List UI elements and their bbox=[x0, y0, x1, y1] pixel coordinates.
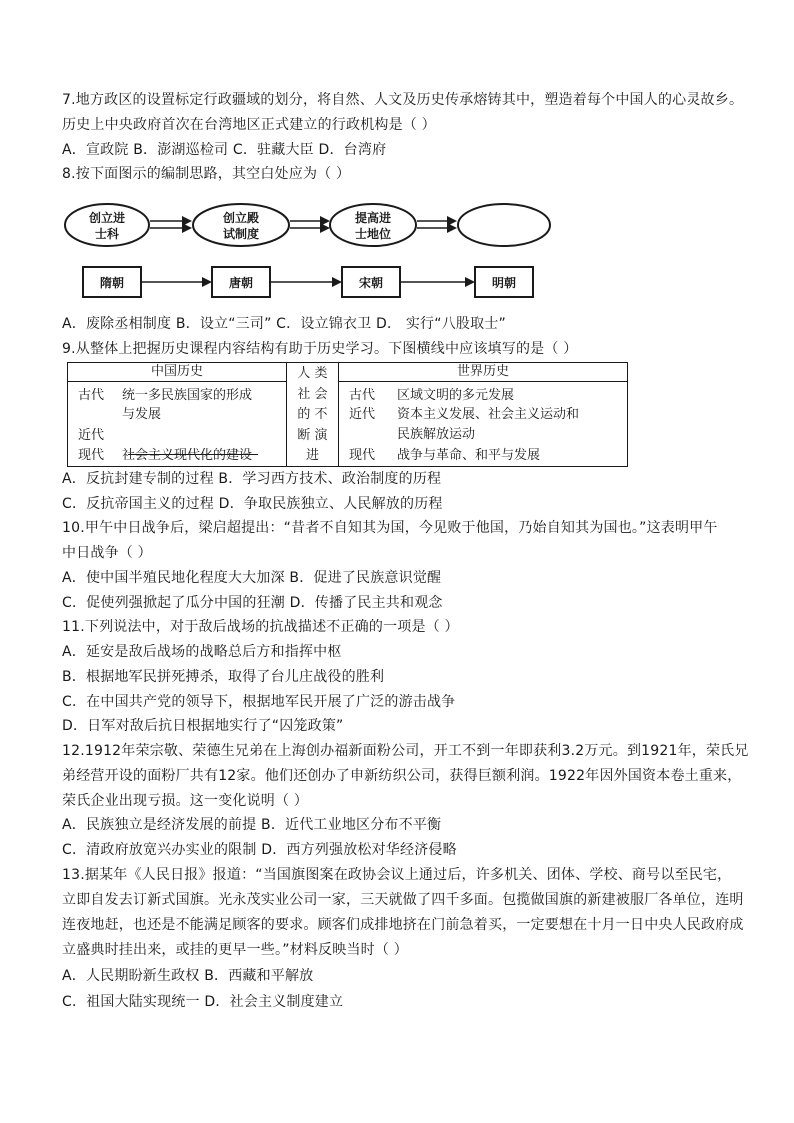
table-header-chinese-history: 中国历史 bbox=[68, 363, 287, 382]
q12-stem-line3: 荣氏企业出现亏损。这一变化说明（ ） bbox=[62, 793, 309, 809]
world-desc-modern-b: 民族解放运动 bbox=[397, 427, 476, 442]
world-era-contemporary: 现代 bbox=[349, 448, 376, 463]
q11-option-d: D．日军对敌后抗日根据地实行了“囚笼政策” bbox=[62, 718, 344, 734]
q10-stem-line1: 10.甲午中日战争后，梁启超提出：“昔者不自知其为国，今见败于他国，乃始自知其为国也。”这表明甲午 bbox=[62, 520, 718, 536]
q11-option-a: A．延安是敌后战场的战略总后方和指挥中枢 bbox=[62, 644, 342, 660]
diagram-svg bbox=[62, 194, 562, 302]
middle-line-1: 人 类 bbox=[297, 366, 328, 381]
oval-3-text-b: 士地位 bbox=[354, 227, 392, 241]
world-era-modern: 近代 bbox=[349, 407, 376, 422]
oval-1-text-b: 士科 bbox=[94, 227, 120, 241]
oval-2-text-a: 创立殿 bbox=[222, 211, 260, 225]
oval-3-text-a: 提高进 bbox=[354, 211, 392, 225]
middle-line-5: 进 bbox=[305, 448, 319, 463]
chinese-history-cell bbox=[68, 382, 287, 467]
q8-stem: 8.按下面图示的编制思路，其空白处应为（ ） bbox=[62, 166, 351, 182]
world-desc-modern-a: 资本主义发展、社会主义运动和 bbox=[397, 407, 580, 422]
box-tang-label: 唐朝 bbox=[228, 276, 254, 290]
q9-options-line2: C．反抗帝国主义的过程 D．争取民族独立、人民解放的历程 bbox=[62, 496, 443, 512]
q13-stem-line1: 13.据某年《人民日报》报道：“当国旗图案在政协会议上通过后，许多机关、团体、学校、商号以至民宅， bbox=[62, 867, 732, 883]
q12-options-line1: A．民族独立是经济发展的前提 B．近代工业地区分布不平衡 bbox=[62, 817, 442, 833]
world-desc-ancient: 区域文明的多元发展 bbox=[397, 388, 515, 403]
cn-desc-ancient-a: 统一多民族国家的形成 bbox=[122, 388, 253, 403]
q13-stem-line3: 连夜地赶，也还是不能满足顾客的要求。顾客们成排地挤在门前急着买，一定要想在十月一日中央人民政府成 bbox=[62, 917, 744, 933]
q11-option-c: C．在中国共产党的领导下，根据地军民开展了广泛的游击战争 bbox=[62, 694, 456, 710]
q7-stem-line2: 历史上中央政府首次在台湾地区正式建立的行政机构是（ ） bbox=[62, 117, 436, 133]
cn-desc-ancient-b: 与发展 bbox=[122, 407, 162, 422]
cn-era-ancient: 古代 bbox=[78, 388, 105, 403]
q11-stem: 11.下列说法中，对于敌后战场的抗战描述不正确的一项是（ ） bbox=[62, 619, 459, 635]
oval-4-blank bbox=[458, 204, 550, 246]
oval-2-text-b: 试制度 bbox=[222, 227, 260, 241]
box-ming-label: 明朝 bbox=[491, 276, 517, 290]
q13-stem-line2: 立即自发去订新式国旗。光永茂实业公司一家，三天就做了四千多面。包揽做国旗的新建被服厂各单位，连明 bbox=[62, 892, 744, 908]
table-middle-column bbox=[287, 363, 339, 467]
q13-options-line2: C．祖国大陆实现统一 D．社会主义制度建立 bbox=[62, 994, 344, 1010]
cn-era-modern: 近代 bbox=[78, 428, 105, 443]
table-header-world-history: 世界历史 bbox=[339, 363, 628, 382]
q13-stem-line4: 立盛典时挂出来，或挂的更早一些。”材料反映当时（ ） bbox=[62, 942, 408, 958]
cn-desc-contemporary: 社会主义现代化的建设 bbox=[122, 448, 253, 463]
oval-1-text-a: 创立进 bbox=[88, 211, 126, 225]
q10-stem-line2: 中日战争（ ） bbox=[62, 545, 152, 561]
q9-stem: 9.从整体上把握历史课程内容结构有助于历史学习。下图横线中应该填写的是（ ） bbox=[62, 341, 578, 357]
q7-options: A．宣政院 B．澎湖巡检司 C．驻藏大臣 D．台湾府 bbox=[62, 142, 387, 158]
q11-option-b: B．根据地军民拼死搏杀，取得了台儿庄战役的胜利 bbox=[62, 669, 385, 685]
q10-options-line1: A．使中国半殖民地化程度大大加深 B．促进了民族意识觉醒 bbox=[62, 570, 442, 586]
q10-options-line2: C．促使列强掀起了瓜分中国的狂潮 D．传播了民主共和观念 bbox=[62, 595, 443, 611]
q9-options-line1: A．反抗封建专制的过程 B．学习西方技术、政治制度的历程 bbox=[62, 471, 442, 487]
q12-stem-line1: 12.1912年荣宗敬、荣德生兄弟在上海创办福新面粉公司，开工不到一年即获利3.2万元。到1921年，荣氏兄 bbox=[62, 743, 749, 759]
q8-options: A．废除丞相制度 B．设立“三司” C．设立锦衣卫 D． 实行“八股取士” bbox=[62, 316, 506, 332]
world-era-ancient: 古代 bbox=[349, 388, 376, 403]
middle-line-3: 的 不 bbox=[297, 407, 328, 422]
world-desc-contemporary: 战争与革命、和平与发展 bbox=[397, 448, 541, 463]
q13-options-line1: A．人民期盼新生政权 B．西藏和平解放 bbox=[62, 968, 314, 984]
history-structure-table bbox=[67, 362, 628, 467]
box-song-label: 宋朝 bbox=[358, 276, 384, 290]
world-history-cell bbox=[339, 382, 628, 467]
middle-line-4: 断 演 bbox=[297, 427, 328, 443]
box-sui-label: 隋朝 bbox=[99, 276, 125, 290]
q12-options-line2: C．清政府放宽兴办实业的限制 D．西方列强放松对华经济侵略 bbox=[62, 842, 457, 858]
cn-era-contemporary: 现代 bbox=[78, 448, 105, 463]
dynasty-flow-diagram bbox=[62, 194, 562, 302]
q7-stem-line1: 7.地方政区的设置标定行政疆域的划分，将自然、人文及历史传承熔铸其中，塑造着每个中国人的心灵故乡。 bbox=[62, 92, 744, 108]
q12-stem-line2: 弟经营开设的面粉厂共有12家。他们还创办了申新纺织公司，获得巨额利润。1922年因外国资本卷土重来， bbox=[62, 768, 742, 784]
middle-line-2: 社 会 bbox=[297, 386, 328, 402]
